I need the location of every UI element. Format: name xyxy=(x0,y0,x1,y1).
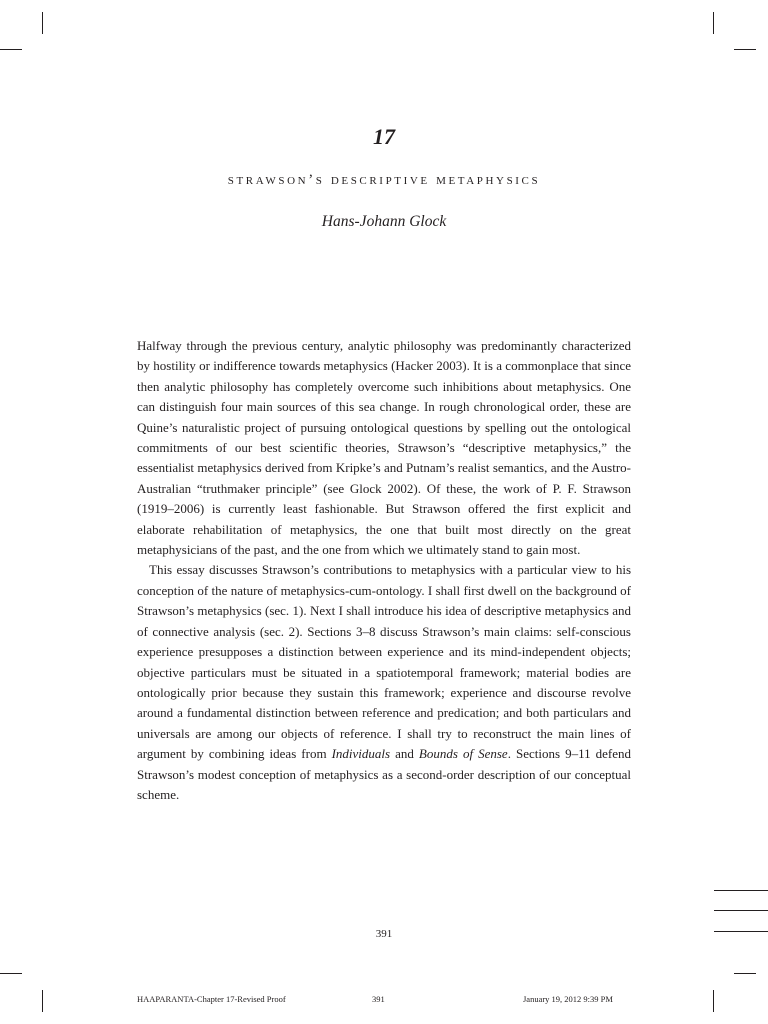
crop-mark-bottom-left-vertical xyxy=(42,990,43,1012)
paragraph-2 xyxy=(137,560,631,805)
paragraph-2-text-a: This essay discusses Strawson’s contributions to metaphysics with a particular view to his conception of the nature of metaphysics-cum-ontology. I shall first dwell on the background of Strawson’s metaphysics (sec. 1). Next I shall introduce his idea of descriptive metaphysics and of connective analysis (sec. 2). Sections 3–8 discuss Strawson’s main claims: self-conscious experience presupposes a distinction between experience and its mind-independent objects; objective particulars must be situated in a spatiotemporal framework; material bodies are ontologically prior because they sustain this framework; experience and discourse revolve around a fundamental distinction between reference and predication; and both particulars and universals are among our objects of reference. I shall try to reconstruct the main lines of argument by combining ideas from xyxy=(137,562,631,762)
slug-date: January 19, 2012 9:39 PM xyxy=(523,994,613,1004)
paragraph-1 xyxy=(137,336,631,560)
crop-mark-bottom-left-horizontal xyxy=(0,973,22,974)
margin-rule-2 xyxy=(714,910,768,911)
page-number: 391 xyxy=(375,928,393,940)
crop-mark-top-right-horizontal xyxy=(734,49,756,50)
book-title-bounds-of-sense: Bounds of Sense xyxy=(418,746,508,762)
paragraph-2-text-b: and xyxy=(390,746,419,762)
paragraph-2-text-c: . Sections 9–11 defend Strawson’s modest conception of metaphysics as a second-order description of our conceptual scheme. xyxy=(137,746,631,802)
body-text xyxy=(137,336,631,805)
slug-file-name: HAAPARANTA-Chapter 17-Revised Proof xyxy=(137,994,286,1004)
crop-mark-bottom-right-horizontal xyxy=(734,973,756,974)
chapter-number: 17 xyxy=(373,124,395,149)
crop-mark-top-left-horizontal xyxy=(0,49,22,50)
crop-mark-top-left-vertical xyxy=(42,12,43,34)
chapter-author: Hans-Johann Glock xyxy=(321,213,447,230)
book-title-individuals: Individuals xyxy=(331,746,391,762)
margin-rule-1 xyxy=(714,890,768,891)
paragraph-1-text: Halfway through the previous century, analytic philosophy was predominantly characterized by hostility or indifference towards metaphysics (Hacker 2003). It is a commonplace that since then analytic philosophy has completely overcome such inhibitions about metaphysics. One can distinguish four main sources of this sea change. In rough chronological order, these are Quine’s naturalistic project of pursuing ontological questions by spelling out the ontological commitments of our best scientific theories, Strawson’s “descriptive metaphysics,” the essentialist metaphysics derived from Kripke’s and Putnam’s realist semantics, and the Austro-Australian “truthmaker principle” (see Glock 2002). Of these, the work of P. F. Strawson (1919–2006) is currently least fashionable. But Strawson offered the first explicit and elaborate rehabilitation of metaphysics, the one that built most directly on the great metaphysicians of the past, and the one from which we ultimately stand to gain most. xyxy=(137,338,631,558)
chapter-title: strawson’s descriptive metaphysics xyxy=(227,172,541,188)
crop-mark-bottom-right-vertical xyxy=(713,990,714,1012)
crop-mark-top-right-vertical xyxy=(713,12,714,34)
slug-page-number: 391 xyxy=(372,994,385,1004)
